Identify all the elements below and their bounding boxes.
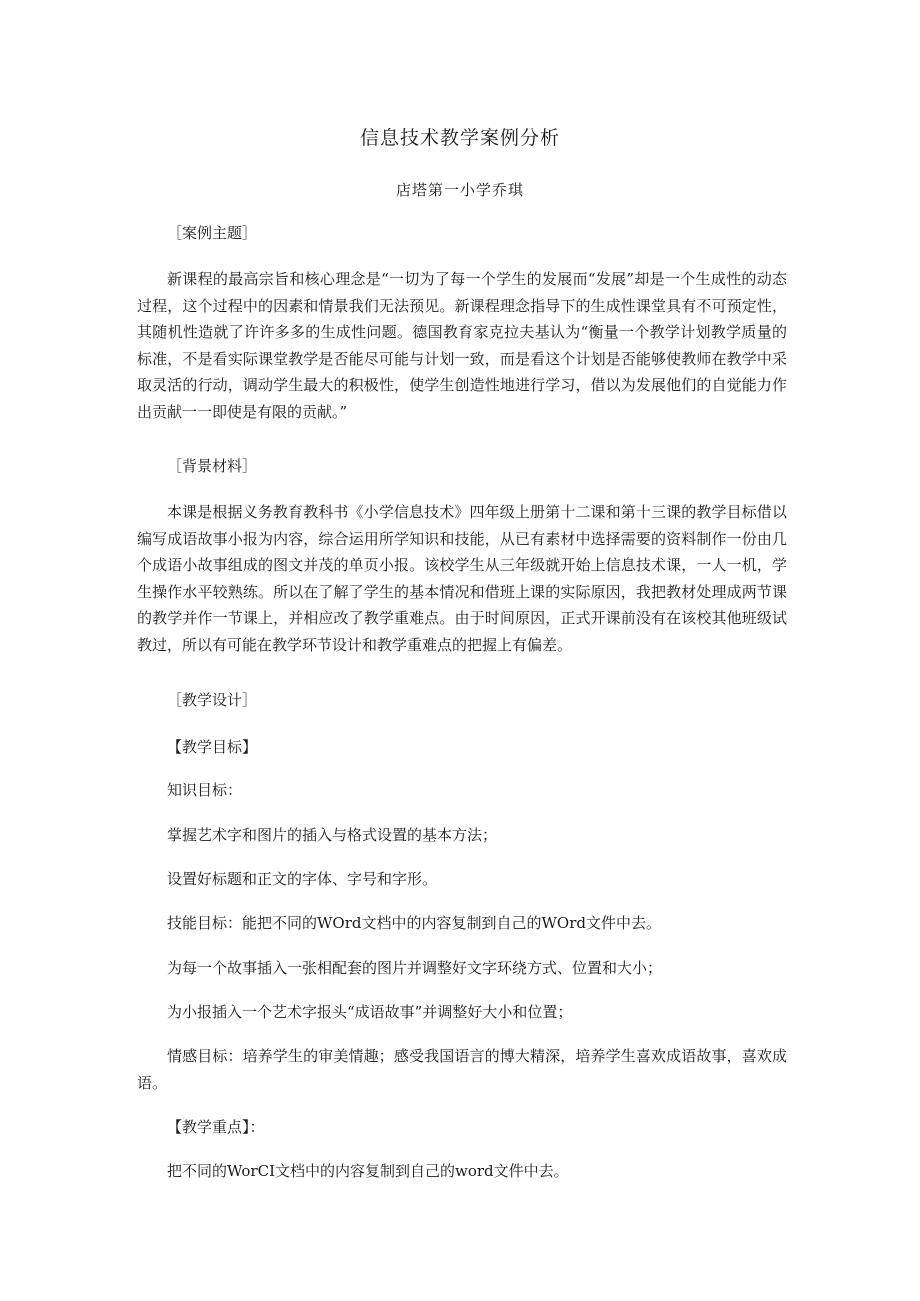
subheading-key-points: 【教学重点】： <box>167 1118 265 1136</box>
skill-goal-item-2: 为每一个故事插入一张相配套的图片并调整好文字环绕方式、位置和大小； <box>167 959 663 977</box>
section-heading-theme: ［案例主题］ <box>167 224 258 242</box>
section-heading-design: ［教学设计］ <box>167 691 258 709</box>
document-title: 信息技术教学案例分析 <box>359 127 560 149</box>
document-author: 店塔第一小学乔琪 <box>395 181 524 199</box>
key-point-item: 把不同的WorCI文档中的内容复制到自己的word文件中去。 <box>167 1162 569 1180</box>
knowledge-goal-item-2: 设置好标题和正文的字体、字号和字形。 <box>167 870 438 888</box>
emotion-goal: 情感目标：培养学生的审美情趣；感受我国语言的博大精深，培养学生喜欢成语故事，喜欢成语。 <box>137 1047 787 1092</box>
section-heading-background: ［背景材料］ <box>167 457 258 475</box>
knowledge-goal-item-1: 掌握艺术字和图片的插入与格式设置的基本方法； <box>167 826 498 844</box>
knowledge-goal-label: 知识目标： <box>167 781 243 799</box>
paragraph-background: 本课是根据义务教育教科书《小学信息技术》四年级上册第十二课和第十三课的教学目标借以编写成语故事小报为内容，综合运用所学知识和技能，从已有素材中选择需要的资料制作一份由几个成语小故事组成的图文并茂的单页小报。该校学生从三年级就开始上信息技术课，一人一机，学生操作水平较熟练。所以在了解了学生的基本情况和借班上课的实际原因，我把教材处理成两节课的教学并作一节课上，并相应改了教学重难点。由于时间原因，正式开课前没有在该校其他班级试教过，所以有可能在教学环节设计和教学重难点的把握上有偏差。 <box>137 503 787 654</box>
subheading-teaching-goals: 【教学目标】 <box>167 738 258 756</box>
paragraph-theme: 新课程的最高宗旨和核心理念是“一切为了每一个学生的发展而“发展”却是一个生成性的动态过程，这个过程中的因素和情景我们无法预见。新课程理念指导下的生成性课堂具有不可预定性，其随机性造就了许许多多的生成性问题。德国教育家克拉夫基认为“衡量一个教学计划教学质量的标准，不是看实际课堂教学是否能尽可能与计划一致，而是看这个计划是否能够使教师在教学中采取灵活的行动，调动学生最大的积极性，使学生创造性地进行学习，借以为发展他们的自觉能力作出贡献一一即使是有限的贡献。” <box>137 270 787 421</box>
skill-goal-item-3: 为小报插入一个艺术字报头“成语故事”并调整好大小和位置； <box>167 1003 573 1021</box>
skill-goal: 技能目标：能把不同的WOrd文档中的内容复制到自己的WOrd文件中去。 <box>167 914 661 932</box>
